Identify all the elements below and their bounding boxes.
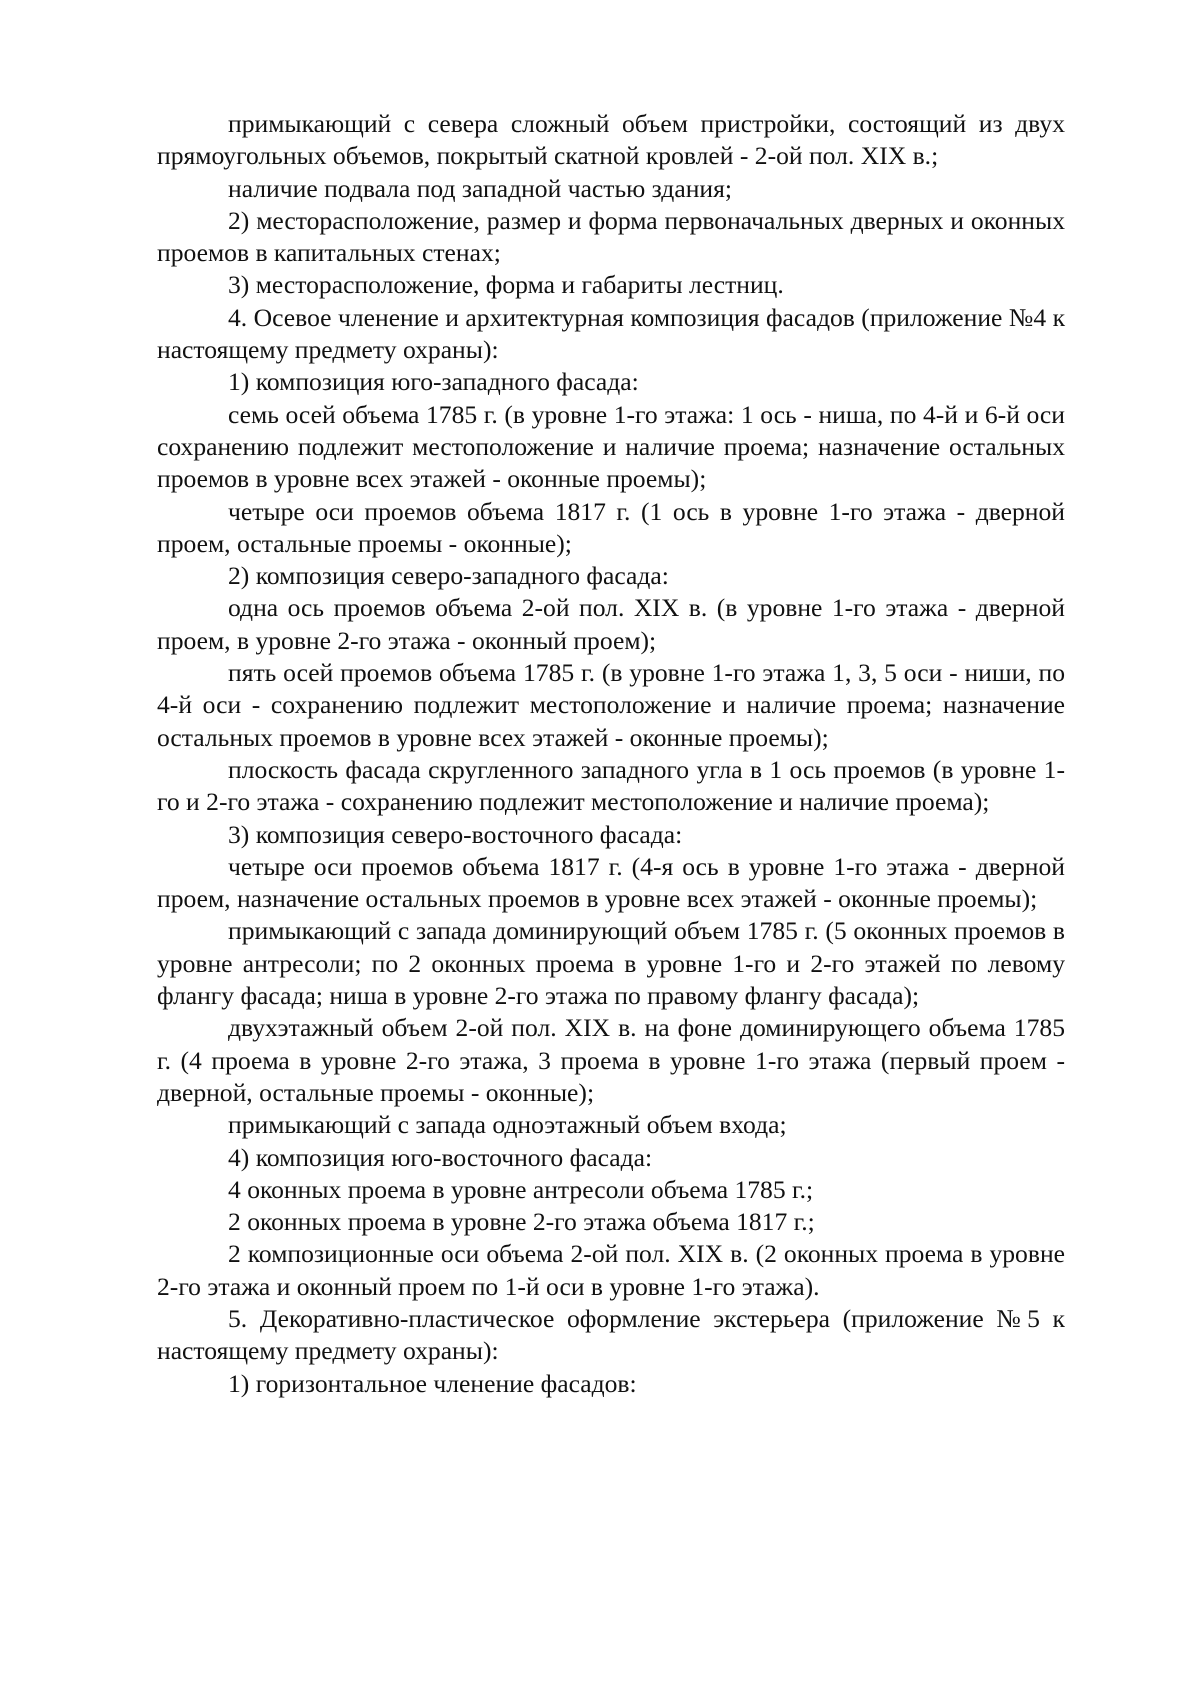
paragraph-se-mezzanine: 4 оконных проема в уровне антресоли объема 1785 г.; bbox=[228, 1174, 814, 1204]
paragraph-ne-facade-heading: 3) композиция северо-восточного фасада: bbox=[228, 819, 683, 849]
paragraph-nw-one-axis: одна ось проемов объема 2-ой пол. XIX в. (в уровне 1-го этажа - дверной проем, в уровне 2-го этажа - оконный проем); bbox=[157, 593, 1065, 655]
paragraph-se-facade-heading: 4) композиция юго-восточного фасада: bbox=[228, 1142, 653, 1172]
paragraph-stairs: 3) месторасположение, форма и габариты лестниц. bbox=[228, 270, 784, 300]
paragraph-north-annex: примыкающий с севера сложный объем пристройки, состоящий из двух прямоугольных объемов, покрытый скатной кровлей - 2-ой пол. XIX в.; bbox=[157, 109, 1065, 171]
paragraph-nw-round-corner: плоскость фасада скругленного западного угла в 1 ось проемов (в уровне 1-го и 2-го этажа - сохранению подлежит местоположение и наличие проема); bbox=[157, 754, 1065, 817]
paragraph-ne-dominant-volume: примыкающий с запада доминирующий объем 1785 г. (5 оконных проемов в уровне антресоли; по 2 оконных проема в уровне 1-го и 2-го этажей по левому флангу фасада; ниша в уровне 2-го этажа по правому флангу фасада); bbox=[157, 916, 1065, 1011]
paragraph-basement: наличие подвала под западной частью здания; bbox=[228, 173, 732, 203]
paragraph-sw-facade-heading: 1) композиция юго-западного фасада: bbox=[228, 367, 639, 397]
paragraph-section-5: 5. Декоративно-пластическое оформление экстерьера (приложение №5 к настоящему предмету охраны): bbox=[157, 1303, 1065, 1366]
paragraph-se-second-floor: 2 оконных проема в уровне 2-го этажа объема 1817 г.; bbox=[228, 1207, 815, 1237]
paragraph-nw-five-axes: пять осей проемов объема 1785 г. (в уровне 1-го этажа 1, 3, 5 оси - ниши, по 4-й оси - сохранению подлежит местоположение и наличие проема; назначение остальных проемов в уровне всех этажей - оконные проемы); bbox=[157, 658, 1065, 752]
paragraph-openings: 2) месторасположение, размер и форма первоначальных дверных и оконных проемов в капитальных стенах; bbox=[157, 205, 1065, 268]
paragraph-sw-four-axes: четыре оси проемов объема 1817 г. (1 ось в уровне 1-го этажа - дверной проем, остальные проемы - оконные); bbox=[157, 496, 1065, 558]
paragraph-section-4: 4. Осевое членение и архитектурная композиция фасадов (приложение №4 к настоящему предмету охраны): bbox=[157, 302, 1065, 365]
paragraph-ne-two-storey: двухэтажный объем 2-ой пол. XIX в. на фоне доминирующего объема 1785 г. (4 проема в уровне 2-го этажа, 3 проема в уровне 1-го этажа (первый проем - дверной, остальные проемы - оконные); bbox=[157, 1013, 1065, 1107]
document-page bbox=[157, 108, 1065, 1400]
paragraph-horizontal-division: 1) горизонтальное членение фасадов: bbox=[228, 1368, 637, 1398]
paragraph-se-axes: 2 композиционные оси объема 2-ой пол. XIX в. (2 оконных проема в уровне 2-го этажа и оконный проем по 1-й оси в уровне 1-го этажа). bbox=[157, 1239, 1065, 1301]
paragraph-ne-entrance: примыкающий с запада одноэтажный объем входа; bbox=[228, 1110, 787, 1140]
paragraph-sw-seven-axes: семь осей объема 1785 г. (в уровне 1-го этажа: 1 ось - ниша, по 4-й и 6-й оси сохранению подлежит местоположение и наличие проема; назначение остальных проемов в уровне всех этажей - оконные проемы); bbox=[157, 399, 1065, 494]
paragraph-ne-four-axes: четыре оси проемов объема 1817 г. (4-я ось в уровне 1-го этажа - дверной проем, назначение остальных проемов в уровне всех этажей - оконные проемы); bbox=[157, 851, 1065, 914]
paragraph-nw-facade-heading: 2) композиция северо-западного фасада: bbox=[228, 561, 669, 591]
